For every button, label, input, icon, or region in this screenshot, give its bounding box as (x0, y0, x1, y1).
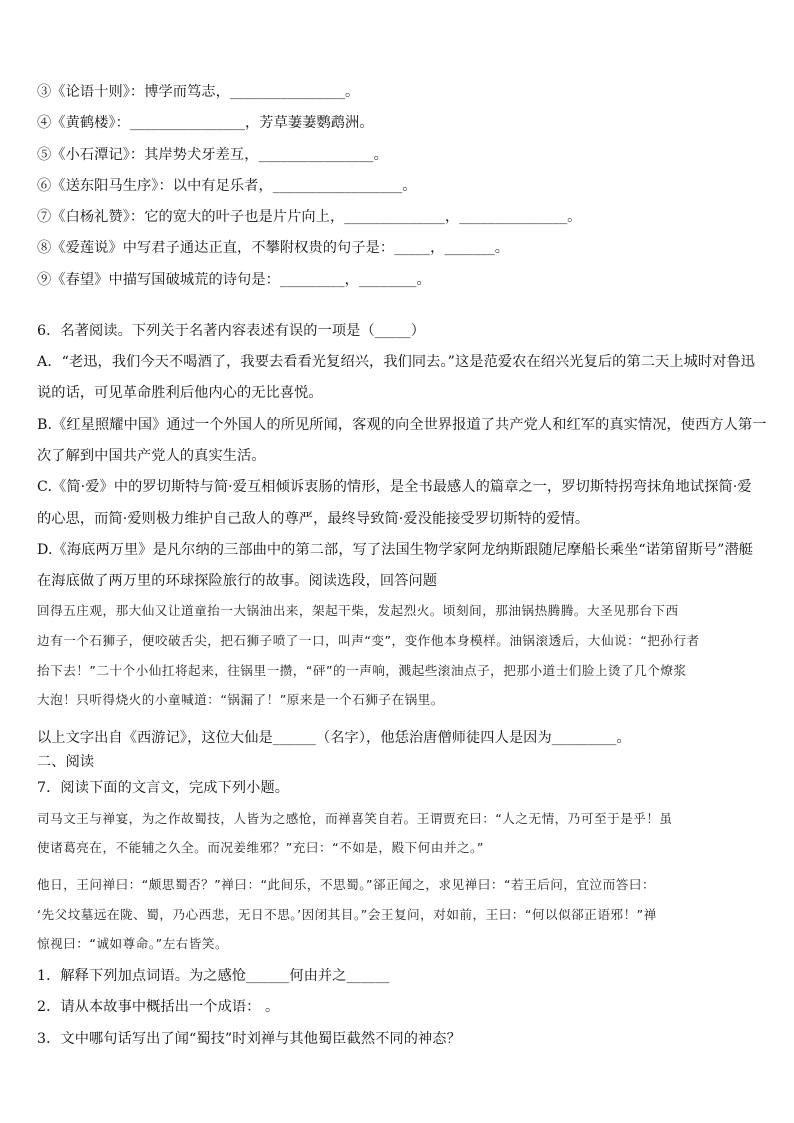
question-6-stem: 6．名著阅读。下列关于名著内容表述有误的一项是（_____） (37, 323, 425, 339)
sub-question-2: 2．请从本故事中概括出一个成语： 。 (37, 999, 280, 1015)
classical-text-line-3: 他日，王问禅曰：“颇思蜀否？”禅曰：“此间乐，不思蜀。”郤正闻之，求见禅曰：“若王后问，宜泣而答曰： (37, 877, 656, 892)
recitation-item-8: ⑧《爱莲说》中写君子通达正直，不攀附权贵的句子是：_____，_______。 (37, 240, 510, 256)
question-6-option-b: B.《红星照耀中国》通过一个外国人的所见所闻，客观的向全世界报道了共产党人和红军的真实情况，使西方人第一 (37, 417, 767, 433)
recitation-item-7: ⑦《白杨礼赞》：它的宽大的叶子也是片片向上，______________，_______________。 (37, 209, 582, 225)
question-6-option-c-cont: 的心思，而简·爱则极力维护自己敌人的尊严，最终导致简·爱没能接受罗切斯特的爱情。 (37, 511, 590, 527)
question-6-option-a: A．“老迅，我们今天不喝酒了，我要去看看光复绍兴，我们同去。”这是范爱农在绍兴光复后的第二天上城时对鲁迅 (37, 354, 756, 370)
excerpt-line-1: 回得五庄观，那大仙又让道童抬一大锅油出来，架起干柴，发起烈火。顷刻间，那油锅热腾腾。大圣见那台下西 (37, 603, 679, 618)
recitation-item-3: ③《论语十则》：博学而笃志，________________。 (37, 84, 360, 100)
question-6-option-c: C.《简·爱》中的罗切斯特与简·爱互相倾诉衷肠的情形，是全书最感人的篇章之一，罗切斯特拐弯抹角地试探简·爱 (37, 479, 752, 495)
classical-text-line-4: ‘先父坟墓远在陇、蜀，乃心西悲，无日不思。’因闭其目。”会王复问，对如前，王曰：“何以似郤正语邪！”禅 (37, 907, 657, 922)
question-7-stem: 7．阅读下面的文言文，完成下列小题。 (37, 780, 290, 796)
recitation-item-6: ⑥《送东阳马生序》：以中有足乐者，__________________。 (37, 178, 417, 194)
classical-text-line-1: 司马文王与禅宴，为之作故蜀技，人皆为之感怆，而禅喜笑自若。王谓贾充曰：“人之无情，乃可至于是乎！虽 (37, 811, 673, 826)
question-6-option-d: D.《海底两万里》是凡尔纳的三部曲中的第二部，写了法国生物学家阿龙纳斯跟随尼摩船长乘坐“诺第留斯号”潜艇 (37, 542, 754, 558)
question-6-followup: 以上文字出自《西游记》，这位大仙是______（名字），他恁治唐僧师徒四人是因为_________。 (37, 730, 631, 746)
classical-text-line-5: 惊视曰：“诚如尊命。”左右皆笑。 (37, 936, 229, 951)
classical-text-line-2: 使诸葛亮在，不能辅之久全。而况姜维邪？”充曰：“不如是，殿下何由并之。” (37, 840, 484, 855)
excerpt-line-2: 边有一个石狮子，便咬破舌尖，把石狮子喷了一口，叫声“变”，变作他本身模样。油锅滚透后，大仙说：“把孙行者 (37, 633, 700, 648)
question-6-option-b-cont: 次了解到中国共产党人的真实生活。 (37, 448, 266, 464)
excerpt-line-3: 抬下去！”二十个小仙扛将起来，往锅里一攒，“砰”的一声响，溅起些滚油点子，把那小道士们脸上烫了几个燎浆 (37, 663, 687, 678)
sub-question-1: 1．解释下列加点词语。为之感怆______何由并之______ (37, 968, 390, 984)
recitation-item-5: ⑤《小石潭记》：其岸势犬牙差互，________________。 (37, 147, 388, 163)
question-6-option-d-cont: 在海底做了两万里的环球探险旅行的故事。阅读选段，回答问题 (37, 573, 438, 589)
sub-question-3: 3．文中哪句话写出了闻“蜀技”时刘禅与其他蜀臣截然不同的神态？ (37, 1031, 461, 1047)
excerpt-line-4: 大泡！只听得烧火的小童喊道：“锅漏了！”原来是一个石狮子在锅里。 (37, 692, 444, 707)
section-title-reading: 二、阅读 (37, 754, 95, 770)
recitation-item-9: ⑨《春望》中描写国破城荒的诗句是：_________，________。 (37, 272, 431, 288)
recitation-item-4: ④《黄鹤楼》：________________，芳草萋萋鹦鹉洲。 (37, 115, 374, 131)
question-6-option-a-cont: 说的话，可见革命胜利后他内心的无比喜悦。 (37, 385, 323, 401)
